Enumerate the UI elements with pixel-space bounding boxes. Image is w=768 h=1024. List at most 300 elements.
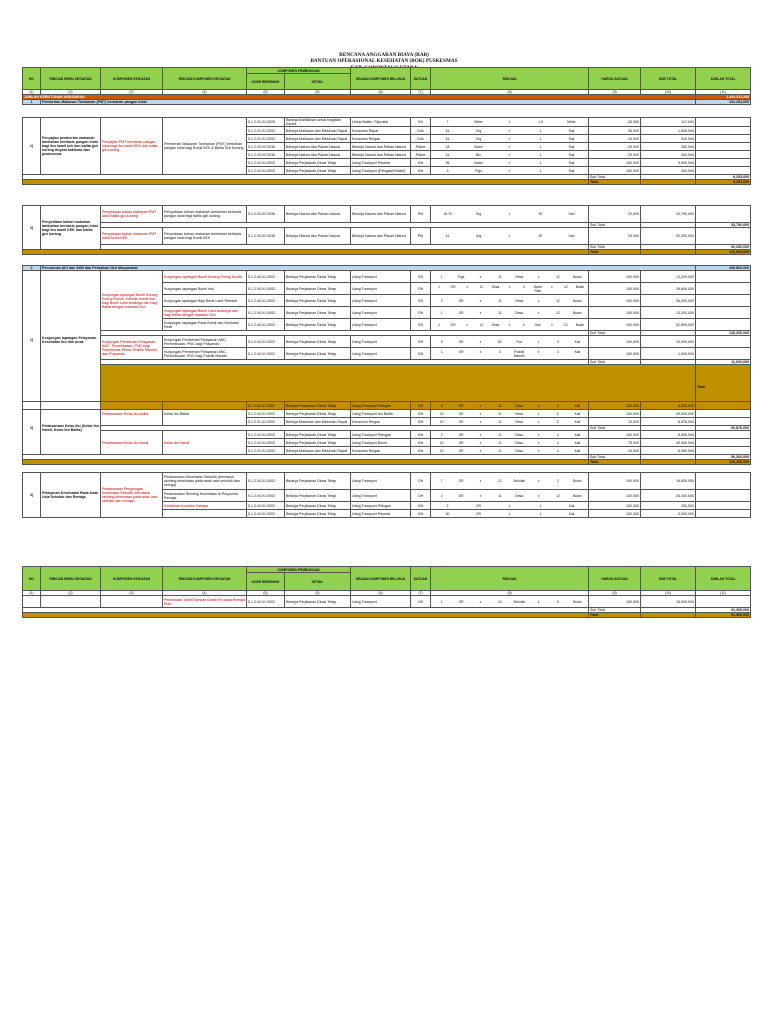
volume-breakdown [432,404,587,408]
times-sign: x [508,120,511,124]
rincian-komponen: Penyediaan bahan makanan tambahan berbasis pangan lokal bagi Bumil KEK [163,228,247,245]
volume-value: 18 [445,144,450,149]
subtotal-label: Sub Total [589,175,641,180]
volume-unit: OR [458,419,464,424]
volume-unit: Desa [515,274,524,279]
volume-value: 4 [557,448,559,453]
header-uraian: URAIAN KOMPONEN BELANJA [351,68,411,90]
sub-total: 26,400,000 [641,490,696,502]
kode-rekening: 5.1.2.04.01.0002 [247,348,285,360]
volume-unit: Bulan [573,274,582,279]
volume-value: 4 [557,440,559,445]
volume-value: 6 [557,599,559,604]
harga-satuan: 100,000 [589,271,641,283]
volume-breakdown [432,285,587,293]
satuan: Pkt [411,206,431,223]
section-jumlah-kebutuhan: JUMLAH KEBUTUHAN ANGGARAN 1.444.311.200 [24,95,750,99]
rincian-komponen: Kunjungan Pemberian Pelayanan ANC, Pemeriksaan, PNC bagi Praktik Mandiri [163,348,247,360]
sub-total: 1,600,000 [641,348,696,360]
volume-breakdown [432,120,587,124]
times-sign: x [479,403,482,408]
volume-value: 1 [539,144,542,149]
subtotal-label: Sub Total [589,426,641,431]
rincian-volume [431,307,589,319]
detail-belanja: Belanja Perjalanan Dinas Tetap [285,439,351,447]
times-sign: x [479,440,482,445]
rincian-volume [431,127,589,135]
times-sign: x [479,432,482,437]
sub-total: 52,800,000 [641,319,696,331]
volume-value: 12 [556,310,560,315]
sub-total: 49,500,000 [641,410,696,418]
times-sign: x [479,310,482,315]
total-value: 126,236,000 [696,460,751,465]
detail-belanja: Belanja Natura dan Pakan-Natura [285,228,351,245]
rincian-volume [431,143,589,151]
volume-unit: Kali [574,339,581,344]
header-harga: HARGA SATUAN [589,68,641,90]
volume-unit: OR [458,493,464,498]
detail-belanja: Belanja Perjalanan Dinas Tetap [285,490,351,502]
kode-rekening: 5.1.2.04.01.0002 [247,410,285,418]
rincian-volume [431,118,589,127]
kode-rekening: 5.1.2.01.01.0026 [247,118,285,127]
volume-value: 11 [498,298,502,303]
harga-satuan: 100,000 [589,307,641,319]
komponen-kegiatan: Penyediaan bahan makanan PMT lokal Balita gizi kurang [101,206,163,223]
volume-unit: Kali [568,503,575,508]
volume-unit: Org [475,212,482,216]
uraian-komponen: Uang Transport Bumil [351,439,411,447]
volume-unit: Bumil [474,144,483,149]
times-sign: x [479,411,482,416]
kode-rekening: 5.1.2.04.01.0002 [247,510,285,518]
rincian-volume [431,336,589,348]
volume-unit: OR [458,448,464,453]
rincian-menu: Penyediaan bahan makanan tambahan berbasis pangan lokal bagi Ibu hamil KEK dan balita gizi kurang [41,206,101,250]
satuan: Dos [411,127,431,135]
volume-unit: Kali [568,160,575,165]
volume-value: 7 [446,120,449,124]
volume-unit: Bulan [573,298,582,303]
jumlah-total [696,167,751,175]
uraian-komponen: Uang Transport [351,490,411,502]
header-rincian: RINCIAN [431,567,589,591]
sub-total: 16,800,000 [641,473,696,490]
times-sign: x [550,284,553,289]
rincian-volume [431,447,589,455]
sub-total: 33,750,000 [641,206,696,223]
times-sign: x [508,234,511,238]
uraian-komponen: Uang Transport Petugas [351,431,411,439]
total-value: 8,253,000 [696,180,751,185]
detail-belanja: Belanja Perjalanan Dinas Tetap [285,473,351,490]
total-label: Total [589,250,641,255]
rincian-komponen: Pelaksanaan Skrining Kesehatan di Posyandu Remaja [163,490,247,502]
program-label: Penurunan AKI dan AKB dan Perbaikan Gizi Masyarakat [41,266,696,271]
header-satuan: SATUAN [411,567,431,591]
detail-belanja: Belanja Perjalanan Dinas Tetap [285,502,351,510]
sub-total: 8,800,000 [641,431,696,439]
volume-value: 11 [498,403,502,408]
detail-belanja: Belanja Perjalanan Dinas Tetap [285,510,351,518]
komponen-kegiatan: Pelaksanaan Penjaringan Kesehatan Sekolah (termasuk skrining kesehatan pada anak usia sekolah dan remaja) [101,473,163,518]
volume-breakdown [432,600,587,604]
volume-unit: Bulan [573,493,582,498]
volume-value: 1 [539,168,542,173]
volume-unit: Bulan [573,599,582,604]
harga-satuan: 10,000 [589,447,641,455]
volume-breakdown [432,412,587,416]
times-sign: x [537,440,540,445]
satuan: OH [411,447,431,455]
volume-value: 15 [439,411,444,416]
header-jumlah: JUMLAH TOTAL [696,68,751,90]
jumlah-total [696,118,751,127]
rincian-komponen: Pemberian Makanan Tambahan (PMT) berbahan pangan lokal bagi Bumil KEK & Balita Gizi Kurang [163,118,247,175]
volume-value: 2 [440,432,443,437]
satuan: OH [411,348,431,360]
kode-rekening: 5.1.2.01.01.0052 [247,135,285,143]
harga-satuan: 100,000 [589,348,641,360]
table-row [23,596,751,608]
volume-unit: Org [475,136,482,141]
column-number-row: (1) (2) (3) (4) (5) (5) (6) (7) (8) (9) (10) (11) [23,90,751,95]
table-row [23,271,751,283]
volume-value: 11 [498,440,502,445]
harga-satuan: 100,000 [589,510,641,518]
volume-value: 51 [445,136,450,141]
satuan: OH [411,431,431,439]
volume-value: 2 [440,493,443,498]
volume-unit: Sekolah [513,479,526,483]
volume-value: 6 [440,403,443,408]
volume-value: 90 [538,212,543,216]
table-row [23,431,751,439]
satuan: Dos [411,135,431,143]
rincian-komponen: Kunjungan lapangan Bayi Berat Lahir Rendah [163,295,247,307]
uraian-komponen: Uang Transport [351,307,411,319]
times-sign: x [508,168,511,173]
satuan: OH [411,502,431,510]
volume-unit: Kali [574,440,581,445]
detail-belanja: Belanja Perjalanan Dinas Tetap [285,336,351,348]
volume-unit: Prgs [457,274,465,279]
detail-belanja: Belanja Perjalanan Dinas Tetap [285,410,351,418]
detail-belanja: Belanja Perjalanan Dinas Tetap [285,283,351,295]
volume-value: 12 [497,479,502,483]
subtotal-label: Sub Total [589,608,641,613]
volume-unit: Bulan [573,479,582,483]
subtotal-value: 92,250,000 [696,245,751,250]
uraian-komponen: Uang Transport [351,319,411,331]
satuan: OH [411,271,431,283]
harga-satuan: 100,000 [589,402,641,410]
jumlah-total [696,473,751,490]
header-rincian: RINCIAN [431,68,589,90]
kode-rekening: 5.1.2.04.01.0002 [247,596,285,608]
detail-belanja: Belanja Natura dan Pakan-Natura [285,151,351,159]
volume-unit: Kali [574,403,581,408]
times-sign: x [537,599,540,604]
jumlah-total [696,206,751,223]
jumlah-total [696,143,751,151]
row-number: 2) [23,206,41,250]
volume-value: 2 [557,411,559,416]
volume-value: 11 [479,284,484,289]
volume-unit: Kali [568,136,575,141]
volume-value: 11 [498,432,502,437]
harga-satuan: 100,000 [589,167,641,175]
detail-belanja: Belanja Natura dan Pakan-Natura [285,143,351,151]
komponen-kegiatan: Pelaksanaan Kelas Ibu hamil [101,431,163,455]
header-no: NO [23,567,41,591]
volume-unit: Kali [568,511,575,516]
volume-breakdown [432,504,587,508]
group-kelas-ibu [22,401,751,465]
kode-rekening: 5.1.2.03.02.0036 [247,143,285,151]
sub-total: 8,576,000 [641,418,696,426]
harga-satuan: 100,000 [589,319,641,331]
volume-unit: Meter [567,120,576,124]
rab-table-1 [22,67,751,105]
volume-breakdown [432,449,587,453]
header-komponen-pembiayaan: KOMPONEN PEMBIAYAAN [247,567,351,573]
volume-unit: Kali [568,128,575,133]
header-rincian-menu: RINCIAN MENU KEGIATAN [41,567,101,591]
rincian-volume [431,596,589,608]
rab-table-2 [22,566,751,618]
total-label: Total [589,180,641,185]
volume-breakdown [432,234,587,238]
kode-rekening: 5.1.2.04.01.0002 [247,307,285,319]
rincian-volume [431,418,589,426]
volume-unit: Desa [515,403,524,408]
header-uraian: URAIAN KOMPONEN BELANJA [351,567,411,591]
volume-value: 11 [479,322,484,327]
volume-unit: Kali [574,411,581,416]
subtotal-value: 91,300,000 [696,608,751,613]
volume-unit: Kali [568,144,575,149]
rincian-volume [431,490,589,502]
subtotal-label: Sub Total [589,223,641,228]
volume-value: 12 [564,284,568,289]
uraian-komponen: Belanja Natura dan Pakan Natura [351,143,411,151]
satuan: OH [411,167,431,175]
detail-belanja: Belanja Perjalanan Dinas Tetap [285,307,351,319]
satuan: OH [411,295,431,307]
total-value: 91,300,000 [696,613,751,618]
volume-unit: OR [476,503,481,508]
harga-satuan: 100,000 [589,596,641,608]
detail-belanja: Belanja Perjalanan Dinas Tetap [285,319,351,331]
times-sign: x [479,419,482,424]
volume-value: 30 [445,511,450,516]
volume-unit: OR [450,322,456,327]
subtotal-value: 145,200,000 [696,331,751,336]
volume-unit: OR [476,511,481,516]
rincian-menu: Pelayanan Kesehatan Pada Anak Usia Sekolah dan Remaja [41,473,101,518]
times-sign: x [537,349,540,354]
header-detail: DETAIL [285,573,351,591]
harga-satuan: 100,000 [589,295,641,307]
volume-value: 2 [557,403,559,408]
times-sign: x [508,160,511,165]
kode-rekening: 5.1.2.04.01.0002 [247,159,285,167]
sub-total: 117,000 [641,118,696,127]
volume-value: 12 [564,322,568,327]
harga-satuan: 25,000 [589,228,641,245]
kode-rekening: 5.1.2.01.01.0052 [247,127,285,135]
volume-unit: Sekolah [513,599,526,604]
volume-value: 12 [556,274,560,279]
satuan: OH [411,410,431,418]
kode-rekening: 5.1.2.04.01.0002 [247,336,285,348]
rincian-menu: Penyajian pemberian makanan tambahan berbasis pangan lokal bagi Ibu hamil kek dan balita gizi kurang tingkat kab/kota dan puskesmas [41,118,101,175]
rincian-komponen [163,510,247,518]
volume-unit: Desa [491,284,500,289]
rincian-komponen: Kunjungan lapangan Pada Bumil dan Neonatal Resti [163,319,247,331]
satuan: Paket [411,143,431,151]
times-sign: x [508,322,511,327]
volume-breakdown [432,137,587,141]
uraian-komponen: Belanja Natura dan Pakan Natura [351,206,411,223]
title-line-1: RENCANA ANGGARAN BIAYA (RAB) [339,52,429,58]
harga-satuan: 100,000 [589,410,641,418]
volume-unit: Hari [568,234,575,238]
times-sign: x [508,144,511,149]
detail-belanja: Belanja Perjalanan Dinas Tetap [285,431,351,439]
volume-value: 25 [497,339,502,344]
volume-unit: Org [475,234,482,238]
subtotal-value: 66,876,000 [696,426,751,431]
jumlah-total [696,447,751,455]
column-number-row: (1) (2) (3) (4) (5) (5) (6) (7) (8) (9) (10) (11) [23,591,751,596]
group-kunjungan-lapangan [22,265,751,410]
rincian-volume [431,348,589,360]
volume-breakdown [432,145,587,149]
rincian-komponen: Kunjungan lapangan Bumil Lahir Anaknya dan bagi Balita dengan masalah Gizi [163,307,247,319]
satuan: OH [411,490,431,502]
subtotal-value: 8,253,000 [696,175,751,180]
volume-unit: OR [458,479,464,483]
sub-total: 49,500,000 [641,439,696,447]
uraian-komponen: Uang Transport Petugas [351,402,411,410]
volume-breakdown [432,212,587,216]
detail-belanja: Belanja Perjalanan Dinas Tetap [285,295,351,307]
volume-unit: Bulan [575,284,585,289]
volume-value: 2 [557,479,559,483]
volume-value: 11 [498,310,502,315]
rincian-volume [431,510,589,518]
header-komponen-pembiayaan: KOMPONEN PEMBIAYAAN [247,68,351,74]
times-sign: x [466,284,469,289]
jumlah-total [696,271,751,283]
volume-value: 18.75 [443,212,452,216]
program-row-1: 1 Pemberian Makanan Tambahan (PMT) berbahan pangan lokal 104.254,000 [23,100,751,105]
subtotal-label: Sub Total [589,331,641,336]
volume-unit: Praktik Mandiri [513,349,525,358]
jumlah-total [696,410,751,418]
kode-rekening: 5.1.2.04.01.0002 [247,319,285,331]
volume-value: 3 [557,339,559,344]
times-sign: x [550,322,553,327]
header-rincian-komponen: RINCIAN KOMPONEN KEGIATAN [163,68,247,90]
volume-value: 11 [498,493,502,498]
kode-rekening: 5.1.2.04.01.0002 [247,283,285,295]
header-rincian-menu: RINCIAN MENU KEGIATAN [41,68,101,90]
detail-belanja: Belanja Makanan dan Minuman Rapat [285,447,351,455]
jumlah-total [696,127,751,135]
times-sign: x [508,284,511,289]
satuan: OH [411,439,431,447]
times-sign: x [508,511,511,516]
uraian-komponen: Uang Transport [351,596,411,608]
volume-value: 1 [539,136,542,141]
volume-breakdown [432,479,587,483]
jumlah-total [696,159,751,167]
volume-value: 1 [438,284,440,289]
jumlah-total [696,283,751,295]
uraian-komponen: Uang Transport [351,336,411,348]
volume-breakdown [432,153,587,157]
sub-total: 1,836,000 [641,127,696,135]
volume-breakdown [432,311,587,315]
volume-value: 2 [557,419,559,424]
volume-value: 12 [556,493,560,498]
volume-unit: OR [458,298,464,303]
volume-breakdown [432,169,587,173]
volume-breakdown [432,512,587,516]
kode-rekening: 5.1.2.03.02.0036 [247,206,285,223]
satuan: OH [411,418,431,426]
detail-belanja: Belanja Perjalanan Dinas Tetap [285,402,351,410]
program-number: 2 [23,266,41,271]
uraian-komponen: Uang Transport [351,271,411,283]
table-row [23,336,751,348]
program-value: 439.866,000 [696,266,751,271]
volume-value: 96 [445,160,450,165]
volume-unit: Bln [476,152,481,157]
group-pmt-penyediaan [22,205,751,255]
volume-value: 4 [522,322,525,327]
header-komponen: KOMPONEN KEGIATAN [101,68,163,90]
times-sign: x [537,339,540,344]
volume-unit: Desa [491,322,500,327]
times-sign: x [479,274,482,279]
total-label: Total [696,365,751,410]
rincian-menu: Pelaksanaan Kelas Ibu (Kelas Ibu Hamil, Kelas Ibu Balita) [41,402,101,455]
group-pmt-penyajian [22,117,751,185]
detail-belanja: Belanja Perjalanan Dinas Tetap [285,167,351,175]
volume-unit: Hari [568,212,575,216]
detail-belanja: Belanja Perjalanan Dinas Tetap [285,596,351,608]
volume-breakdown [432,433,587,437]
rincian-volume [431,295,589,307]
kode-rekening: 5.1.2.03.02.0036 [247,151,285,159]
times-sign: x [537,403,540,408]
rincian-volume [431,283,589,295]
rincian-volume [431,439,589,447]
volume-value: 1 [539,511,542,516]
detail-belanja: Belanja Alat/Bahan untuk Kegiatan Kantor [285,118,351,127]
table-row [23,118,751,127]
jumlah-total [696,510,751,518]
volume-value: 15 [445,152,450,157]
volume-value: 1.5 [538,120,543,124]
detail-belanja: Belanja Perjalanan Dinas Tetap [285,159,351,167]
harga-satuan: 10,000 [589,135,641,143]
